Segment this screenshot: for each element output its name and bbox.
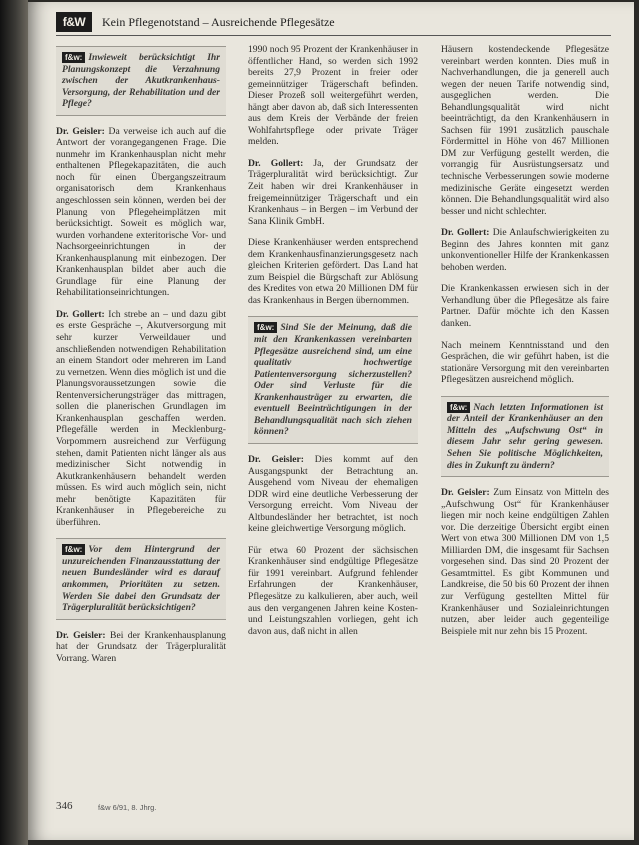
paragraph-text: Ich strebe an – und dazu gibt es erste Gespräche –, Akutversorgung mit sehr kurzer Verweildauer und anschließenden notwendigen Rehabilitation an einem Standort oder mehreren im Land zu vernetzen. Wenn dies möglich ist und die Planungsvoraussetzungen sowie die Rentenversicherungsträger das mittragen, sollen die planerischen Grundlagen im Krankenhausplan geschaffen werden. Pflegefälle werden in Mecklenburg-Vorpommern ausreichend zur Verfügung stehen, damit Patienten nicht länger als aus medizinischer Sicht notwendig in Akutkrankenhäusern behandelt werden müssen. Es wird auch möglich sein, nicht mehr benötigte Kapazitäten für Krankenhäuser in Pflegebereiche zu überführen. — [56, 308, 226, 528]
body-paragraph — [441, 340, 609, 386]
text-column-3 — [441, 44, 609, 647]
paragraph-text: Die Krankenkassen erwiesen sich in der Verhandlung über die Pflegesätze als faire Partner. Dafür möchte ich den Kassen danken. — [441, 283, 609, 330]
interview-answer — [56, 126, 226, 299]
paragraph-text: Zum Einsatz von Mitteln des „Aufschwung Ost“ für Krankenhäuser liegen mir noch keine endgültigen Zahlen vor. Die derzeitige Übersicht ergibt einen Wert von etwa 300 Millionen DM von 1,5 Milliarden DM, die insgesamt für Sachsen vorgesehen sind. Das sind 20 Prozent der Gesamtmittel. Es gibt Kommunen und Landkreise, die 50 bis 60 Prozent der ihnen zur Verfügung gestellten Mittel für Krankenhäuser und Sozialeinrichtungen nutzen, aber leider auch gegenteilige Beispiele mit nur zehn bis 15 Prozent. — [441, 487, 609, 637]
interview-answer — [56, 309, 226, 528]
question-tag: f&w: — [254, 322, 277, 333]
page-header — [56, 12, 616, 34]
speaker-name: Dr. Gollert: — [441, 227, 490, 239]
paragraph-text: Nach meinem Kenntnisstand und den Gesprächen, die wir geführt haben, ist die stationäre Versorgung mit den vereinbarten Pflegesätzen ausreichend möglich. — [441, 339, 609, 386]
interview-answer — [441, 227, 609, 273]
text-column-2 — [248, 44, 418, 647]
interview-question — [441, 396, 609, 477]
paragraph-text: Häusern kostendeckende Pflegesätze vereinbart werden konnten. Dies muß in Nachverhandlungen, die ja generell auch wegen der neuen Tarife notwendig sind, ausgeglichen werden. Die Behandlungsqualität wird nicht beeinträchtigt, da den Krankenhäusern in Sachsen für 1991 zusätzlich pauschale Fördermittel in Höhe von 467 Millionen DM zur Verfügung gestellt werden, die vorrangig für Ausrüstungsersatz und technische Verbesserungen sowie moderne medizinische Geräte eingesetzt werden können. Die Behandlungsqualität wird also besser und nicht schlechter. — [441, 44, 609, 217]
body-paragraph — [441, 283, 609, 329]
book-spine — [0, 0, 28, 845]
paragraph-text: Die Anlaufschwierigkeiten zu Beginn des Jahres konnten mit ganz unkonventioneller Hilfe der Krankenkassen behoben werden. — [441, 227, 609, 273]
question-tag: f&w: — [447, 402, 470, 413]
speaker-name: Dr. Geisler: — [56, 125, 105, 137]
paragraph-text: 1990 noch 95 Prozent der Krankenhäuser in öffentlicher Hand, so werden sich 1992 bereits 27,9 Prozent in freier oder gemeinnütziger Trägerschaft befinden. Dieser Prozeß soll weitergeführt werden, hängt aber davon ab, daß sich Interessenten aus dem Kreis der Verbände der freien Wohlfahrtspflege oder private Träger melden. — [248, 44, 418, 148]
paragraph-text: Ja, der Grundsatz der Trägerpluralität wird berücksichtigt. Zur Zeit haben wir drei Krankenhäuser in freigemeinnütziger Trägerschaft und ein Krankenhaus – in Bergen – im Verbund der Sana Klinik GmbH. — [248, 157, 418, 227]
paragraph-text: Diese Krankenhäuser werden entsprechend dem Krankenhausfinanzierungsgesetz nach gleichen Kriterien gefördert. Das Land hat zum Beispiel die Bürgschaft zur Ablösung des Kredites von etwa 20 Millionen DM für das Krankenhaus in Bergen übernommen. — [248, 237, 418, 306]
paragraph-text: Bei der Krankenhausplanung hat der Grundsatz der Trägerpluralität Vorrang. Waren — [56, 629, 226, 664]
body-paragraph — [441, 44, 609, 217]
journal-logo: f&W — [56, 12, 92, 32]
body-paragraph — [248, 545, 418, 637]
paragraph-text: Für etwa 60 Prozent der sächsischen Krankenhäuser sind endgültige Pflegesätze für 1991 vereinbart. Aufgrund fehlender Erfahrungen der Krankenhäuser, Pflegesätze zu kalkulieren, aber auch, weil aus den vergangenen Jahren keine Kosten- und Leistungszahlen vorliegen, geht ich davon aus, daß nicht in allen — [248, 544, 418, 637]
speaker-name: Dr. Geisler: — [56, 629, 106, 641]
body-paragraph — [248, 44, 418, 148]
issue-imprint: f&w 6/91, 8. Jhrg. — [98, 803, 157, 812]
speaker-name: Dr. Geisler: — [248, 453, 304, 465]
interview-question — [248, 316, 418, 443]
paragraph-text: Da verweise ich auch auf die Antwort der vorangegangenen Frage. Die nunmehr im Krankenhausplan nicht mehr enthaltenen Pflegekapazitäten, die auch noch für einen Übergangszeitraum organisatorisch dem Krankenhaus angeschlossen sein können, werden bei der Planung von Pflegeheimplätzen mit berücksichtigt. Soweit es möglich war, wurden vorhandene exteritorische Vor- und Nachsorgeeinrichtungen in der Krankenhausplanung mit einbezogen. Der Krankenhausplan bildet aber auch die Grundlage für eine Planung der Rehabilitationseinrichtungen. — [56, 125, 226, 299]
interview-answer — [441, 487, 609, 637]
question-tag: f&w: — [62, 544, 85, 555]
interview-answer — [248, 158, 418, 227]
interview-question — [56, 46, 226, 116]
question-text: Vor dem Hintergrund der unzureichenden Finanzausstattung der neuen Bundesländer wird es darauf ankommen, Prioritäten zu setzen. Werden Sie dabei den Grundsatz der Trägerpluralität berücksichtigen? — [62, 544, 220, 614]
running-title: Kein Pflegenotstand – Ausreichende Pflegesätze — [102, 15, 335, 29]
speaker-name: Dr. Gollert: — [56, 308, 105, 320]
speaker-name: Dr. Gollert: — [248, 157, 304, 169]
header-rule — [56, 35, 611, 36]
question-tag: f&w: — [62, 52, 85, 63]
interview-answer — [248, 454, 418, 535]
body-paragraph — [248, 237, 418, 306]
interview-question — [56, 538, 226, 619]
question-text: Nach letzten Informationen ist der Anteil der Krankenhäuser an den Mitteln des „Aufschwung Ost“ in diesem Jahr sehr gering gewesen. Sehen Sie politische Möglichkeiten, dies in Zukunft zu ändern? — [447, 401, 603, 471]
text-column-1 — [56, 44, 226, 674]
speaker-name: Dr. Geisler: — [441, 487, 490, 499]
question-text: Inwieweit berücksichtigt Ihr Planungskonzept die Verzahnung zwischen der Akutkrankenhaus-Versorgung, der Rehabilitation und der Pflege? — [62, 52, 220, 110]
question-text: Sind Sie der Meinung, daß die mit den Krankenkassen vereinbarten Pflegesätze ausreichend sind, um eine qualitativ hochwertige Patientenversorgung sicherzustellen? Oder sind Verluste für die Krankenhausträger zu erwarten, die eventuell Beeinträchtigungen in der Behandlungsqualität nach sich ziehen können? — [254, 322, 412, 438]
paragraph-text: Dies kommt auf den Ausgangspunkt der Betrachtung an. Ausgehend vom Niveau der ehemaligen DDR wird eine deutliche Verbesserung der Versorgung erreicht. Vom Niveau der Altbundesländer her betrachtet, ist noch keine gleichwertige Versorgung möglich. — [248, 453, 418, 535]
page-number: 346 — [56, 800, 73, 812]
interview-answer — [56, 630, 226, 665]
